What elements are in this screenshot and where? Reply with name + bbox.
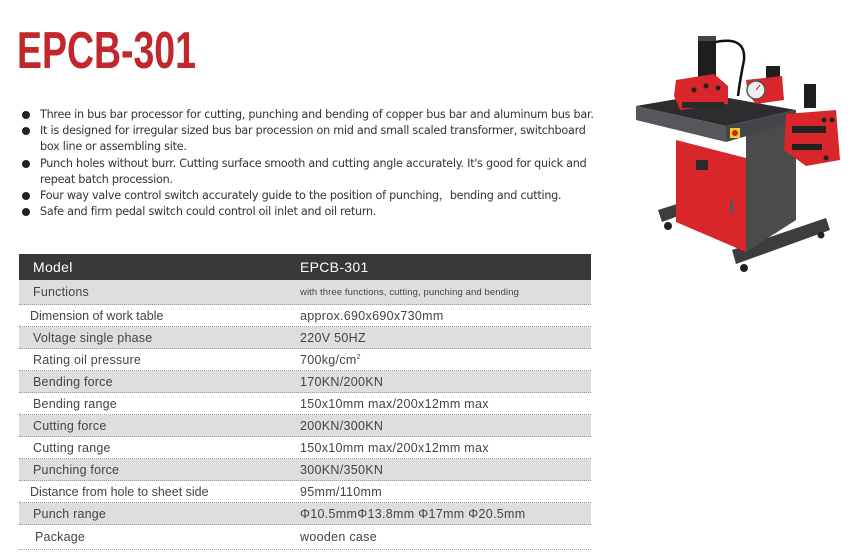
row-value: 150x10mm max/200x12mm max bbox=[300, 440, 489, 455]
bullet-icon bbox=[22, 160, 30, 168]
feature-item: Punch holes without burr. Cutting surface smooth and cutting angle accurately. It's good for quick and repeat batch procession. bbox=[22, 156, 602, 188]
table-row bbox=[19, 327, 591, 349]
row-label: Bending range bbox=[33, 396, 117, 411]
table-row bbox=[19, 349, 591, 371]
table-row bbox=[19, 481, 591, 503]
header-label: Model bbox=[33, 259, 73, 275]
table-row bbox=[19, 305, 591, 327]
table-row bbox=[19, 437, 591, 459]
row-value: 150x10mm max/200x12mm max bbox=[300, 396, 489, 411]
row-value: Φ10.5mmΦ13.8mm Φ17mm Φ20.5mm bbox=[300, 506, 526, 521]
row-label: Cutting range bbox=[33, 440, 111, 455]
row-value: 200KN/300KN bbox=[300, 418, 384, 433]
row-label: Cutting force bbox=[33, 418, 107, 433]
bullet-icon bbox=[22, 208, 30, 216]
row-value: 170KN/200KN bbox=[300, 374, 384, 389]
spec-table bbox=[19, 254, 591, 550]
bullet-icon bbox=[22, 127, 30, 135]
table-row bbox=[19, 525, 591, 550]
bullet-icon bbox=[22, 192, 30, 200]
machine-photo bbox=[636, 30, 848, 275]
row-value: $700kg/cm^2$ bbox=[300, 352, 361, 367]
row-value: 95mm/110mm bbox=[300, 484, 382, 499]
table-row bbox=[19, 415, 591, 437]
table-header bbox=[19, 254, 591, 280]
row-value: with three functions, cutting, punching and bending bbox=[300, 286, 519, 298]
feature-item: It is designed for irregular sized bus bar procession on mid and small scaled transformer, switchboard box line or assembling site. bbox=[22, 123, 602, 155]
row-label: Package bbox=[35, 530, 86, 544]
row-label: Rating oil pressure bbox=[33, 352, 142, 367]
bullet-icon bbox=[22, 111, 30, 119]
row-value: 220V 50HZ bbox=[300, 330, 366, 345]
row-label: Functions bbox=[33, 285, 89, 299]
row-label: Dimension of work table bbox=[30, 308, 164, 323]
feature-item: Four way valve control switch accurately guide to the position of punching，bending and cutting. bbox=[22, 188, 602, 204]
header-value: EPCB-301 bbox=[300, 259, 369, 275]
feature-item: Three in bus bar processor for cutting, punching and bending of copper bus bar and aluminum bus bar. bbox=[22, 107, 602, 123]
row-label: Distance from hole to sheet side bbox=[30, 484, 209, 499]
row-label: Bending force bbox=[33, 374, 113, 389]
table-row bbox=[19, 503, 591, 525]
table-row bbox=[19, 393, 591, 415]
table-row bbox=[19, 280, 591, 305]
feature-item: Safe and firm pedal switch could control oil inlet and oil return. bbox=[22, 204, 602, 220]
table-row bbox=[19, 459, 591, 481]
row-label: Voltage single phase bbox=[33, 330, 153, 345]
row-value: wooden case bbox=[300, 530, 377, 544]
row-value: approx.690x690x730mm bbox=[300, 308, 444, 323]
row-label: Punching force bbox=[33, 462, 120, 477]
feature-list bbox=[22, 107, 602, 220]
row-value: 300KN/350KN bbox=[300, 462, 384, 477]
table-row bbox=[19, 371, 591, 393]
product-title: EPCB-301 bbox=[17, 22, 196, 80]
row-label: Punch range bbox=[33, 506, 107, 521]
